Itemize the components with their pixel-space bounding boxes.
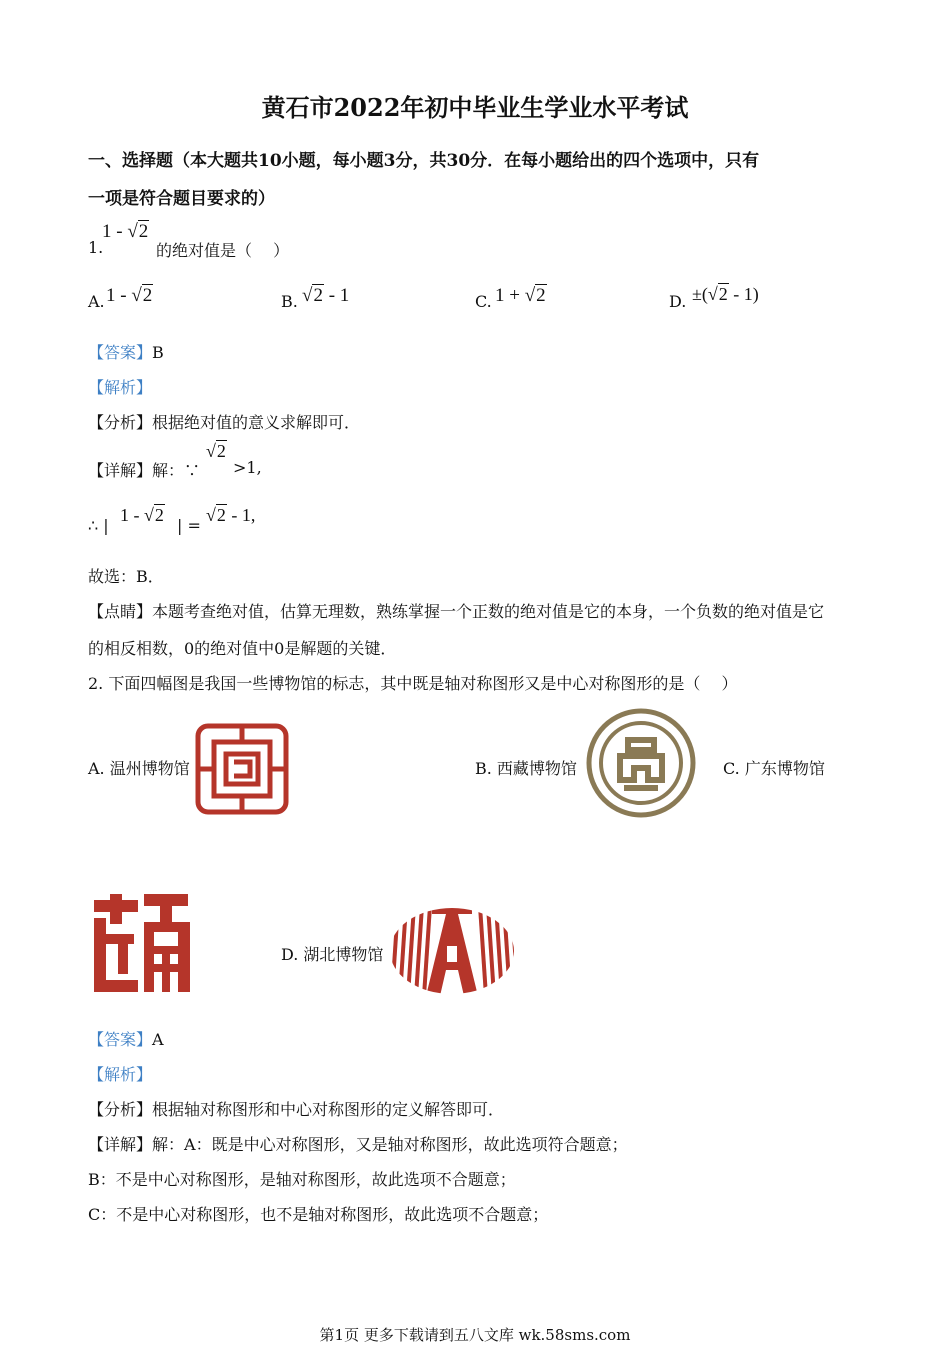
q1-therefore-rhs bbox=[206, 504, 255, 526]
answer-tag: 【答案】 bbox=[88, 1030, 153, 1049]
q1-option-a-label: A. bbox=[88, 292, 105, 311]
xiangjie-tag: 【详解】 bbox=[88, 461, 153, 480]
q1-xiangjie bbox=[88, 458, 200, 481]
q1-option-a bbox=[106, 284, 153, 307]
q1-option-c bbox=[495, 284, 547, 307]
q1-option-c-label: C. bbox=[475, 292, 492, 311]
q2-answer bbox=[88, 1027, 164, 1050]
sqrt-symbol: √2 bbox=[144, 505, 164, 525]
q1-therefore-expr bbox=[120, 504, 165, 526]
q2-option-d: D. 湖北博物馆 bbox=[281, 945, 384, 964]
sqrt-symbol: √2 bbox=[131, 285, 153, 306]
option-c-pre: 1 + bbox=[495, 285, 520, 306]
option-b-post: - 1 bbox=[328, 285, 350, 306]
q1-fenxi bbox=[88, 410, 360, 433]
q2-analysis-tag: 【解析】 bbox=[88, 1065, 153, 1084]
q1-expr-part: 1 - bbox=[102, 221, 123, 242]
page-footer: 第1页 更多下载请到五八文库 wk.58sms.com bbox=[319, 1326, 631, 1344]
dianjing-tag: 【点睛】 bbox=[88, 602, 153, 621]
sqrt-symbol: √2 bbox=[206, 505, 226, 525]
page-title: 黄石市2022年初中毕业生学业水平考试 bbox=[261, 93, 689, 122]
q1-xiangjie-sqrt bbox=[206, 440, 227, 462]
q1-number: 1. bbox=[88, 238, 104, 257]
q1-expression bbox=[102, 220, 149, 243]
wenzhou-museum-logo bbox=[192, 720, 292, 818]
tibet-museum-logo bbox=[584, 706, 698, 820]
answer-value: B bbox=[152, 343, 164, 362]
q2-option-a: A. 温州博物馆 bbox=[88, 759, 190, 778]
therefore-post: - 1 bbox=[231, 505, 251, 525]
q2-line-b: B：不是中心对称图形，是轴对称图形，故此选项不合题意； bbox=[88, 1170, 516, 1189]
q1-option-d bbox=[692, 283, 759, 305]
section-heading-line2: 一项是符合题目要求的） bbox=[88, 189, 275, 209]
q2-line-c: C：不是中心对称图形，也不是轴对称图形，故此选项不合题意； bbox=[88, 1205, 549, 1224]
q1-dianjing-line1 bbox=[88, 599, 824, 622]
xiangjie-tag: 【详解】 bbox=[88, 1135, 153, 1154]
q1-therefore: ∴ | bbox=[88, 516, 109, 535]
sqrt-symbol: √2 bbox=[206, 441, 226, 461]
therefore-pre: 1 - bbox=[120, 505, 140, 525]
option-d-post: - 1) bbox=[733, 284, 759, 304]
hubei-museum-logo bbox=[388, 906, 516, 996]
q2-xiangjie bbox=[88, 1132, 628, 1155]
xiangjie-pre: 解：∵ bbox=[152, 461, 201, 480]
answer-tag: 【答案】 bbox=[88, 343, 153, 362]
sqrt-symbol: √2 bbox=[707, 284, 728, 304]
guangdong-museum-logo bbox=[92, 894, 192, 994]
therefore-comma: , bbox=[250, 505, 256, 525]
xiangjie-text: 解：A：既是中心对称图形，又是轴对称图形，故此选项符合题意； bbox=[152, 1135, 628, 1154]
sqrt-symbol: √2 bbox=[302, 285, 323, 306]
q1-guxuan: 故选：B． bbox=[88, 567, 164, 586]
dianjing-text-1: 本题考查绝对值，估算无理数，熟练掌握一个正数的绝对值是它的本身，一个负数的绝对值是它 bbox=[152, 602, 825, 621]
q1-option-d-label: D. bbox=[669, 292, 687, 311]
q2-fenxi bbox=[88, 1097, 504, 1120]
option-d-pre: ±( bbox=[692, 284, 708, 304]
q1-dianjing-line2: 的相反相数，0的绝对值中0是解题的关键． bbox=[88, 639, 397, 658]
q1-answer bbox=[88, 340, 164, 363]
q1-xiangjie-post: >1, bbox=[233, 458, 262, 477]
fenxi-text: 根据轴对称图形和中心对称图形的定义解答即可． bbox=[152, 1100, 505, 1119]
q2-option-c: C. 广东博物馆 bbox=[723, 759, 825, 778]
q1-therefore-mid: | = bbox=[177, 516, 201, 535]
fenxi-text: 根据绝对值的意义求解即可． bbox=[152, 413, 361, 432]
option-a-pre: 1 - bbox=[106, 285, 127, 306]
fenxi-tag: 【分析】 bbox=[88, 1100, 153, 1119]
sqrt-symbol: √2 bbox=[127, 221, 149, 242]
sqrt-symbol: √2 bbox=[524, 285, 546, 306]
q2-stem: 2. 下面四幅图是我国一些博物馆的标志，其中既是轴对称图形又是中心对称图形的是（ ） bbox=[88, 674, 738, 693]
q2-option-b: B. 西藏博物馆 bbox=[475, 759, 577, 778]
answer-value: A bbox=[152, 1030, 164, 1049]
q1-option-b bbox=[302, 284, 349, 307]
q1-analysis-tag: 【解析】 bbox=[88, 378, 153, 397]
fenxi-tag: 【分析】 bbox=[88, 413, 153, 432]
q1-stem: 的绝对值是（ ） bbox=[156, 241, 290, 260]
section-heading-line1: 一、选择题（本大题共10小题，每小题3分，共30分．在每小题给出的四个选项中，只有 bbox=[88, 151, 760, 171]
q1-option-b-label: B. bbox=[281, 292, 298, 311]
